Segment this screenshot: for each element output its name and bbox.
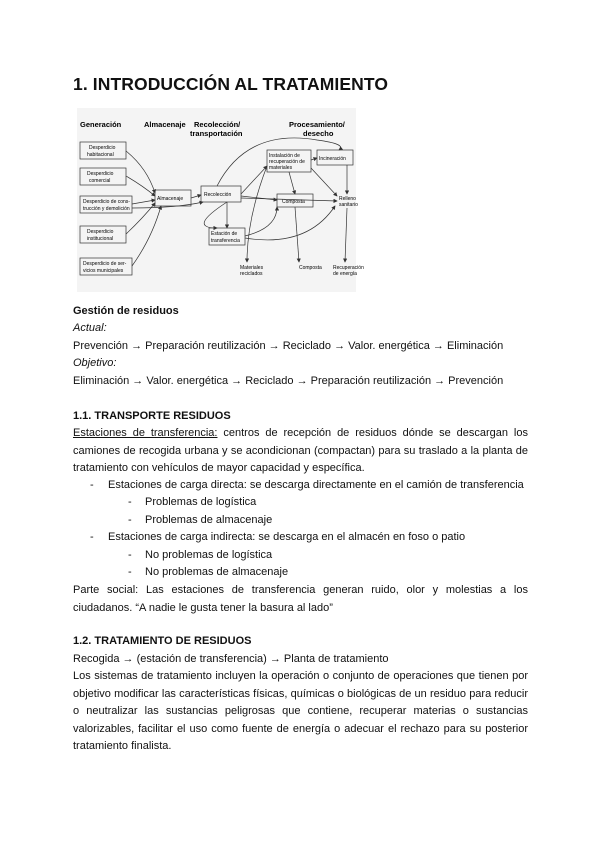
header-transportacion: transportación — [190, 129, 243, 138]
gestion-objetivo-text: Eliminación → Valor. energética → Reciclado → Preparación reutilización → Prevención — [73, 375, 504, 387]
source-construccion-l2: trucción y demolición — [83, 206, 130, 212]
out-composta: Composta — [299, 265, 322, 271]
gestion-heading: Gestión de residuos — [73, 305, 179, 317]
transporte-paragraph — [73, 425, 528, 478]
bullet-dash-2b: - — [128, 566, 132, 578]
list-item-no-problemas-logistica: No problemas de logística — [145, 549, 273, 561]
tratamiento-flow: Recogida → (estación de transferencia) → Planta de tratamiento — [73, 653, 389, 665]
node-instalacion-l2: recuperación de — [269, 159, 305, 165]
source-comercial-l1: Desperdicio — [87, 171, 114, 177]
source-habitacional-l1: Desperdicio — [89, 145, 116, 151]
source-habitacional-l2: habitacional — [87, 152, 114, 158]
header-almacenaje: Almacenaje — [144, 120, 186, 129]
list-item-no-problemas-almacenaje: No problemas de almacenaje — [145, 566, 289, 578]
list-item-carga-indirecta: Estaciones de carga indirecta: se descarga en el almacén en foso o patio — [108, 531, 466, 543]
source-institucional-l1: Desperdicio — [87, 229, 114, 235]
list-item-carga-directa: Estaciones de carga directa: se descarga directamente en el camión de transferencia — [108, 479, 524, 491]
node-instalacion-l3: materiales — [269, 165, 293, 171]
bullet-dash-1: - — [90, 479, 94, 491]
waste-flow-diagram — [77, 108, 364, 292]
node-recoleccion: Recolección — [204, 192, 232, 198]
out-materiales-l2: reciclados — [240, 271, 263, 277]
list-item-problemas-logistica: Problemas de logística — [145, 496, 257, 508]
header-recoleccion: Recolección/ — [194, 120, 241, 129]
node-composta: Composta — [282, 199, 305, 205]
source-comercial-l2: comercial — [89, 178, 111, 184]
list-item-problemas-almacenaje: Problemas de almacenaje — [145, 514, 273, 526]
bullet-dash-1a: - — [128, 496, 132, 508]
node-almacenaje: Almacenaje — [157, 196, 184, 202]
source-municipal-l1: Desperdicio de ser- — [83, 261, 127, 267]
node-estacion-l1: Estación de — [211, 231, 238, 237]
header-desecho: desecho — [303, 129, 334, 138]
transporte-heading: 1.1. TRANSPORTE RESIDUOS — [73, 410, 231, 422]
node-estacion-l2: transferencia — [211, 238, 240, 244]
node-incineracion: Incineración — [319, 156, 346, 162]
node-relleno-l1: Relleno — [339, 196, 356, 202]
header-generacion: Generación — [80, 120, 122, 129]
bullet-dash-2a: - — [128, 549, 132, 561]
node-instalacion-l1: Instalación de — [269, 153, 300, 159]
transporte-term: Estaciones de transferencia: — [73, 427, 218, 439]
out-recuperacion-l2: de energía — [333, 271, 357, 277]
transporte-social: Parte social: Las estaciones de transferencia generan ruido, olor y molestias a los ciudadanos. “A nadie le gusta tener la basura al lado” — [73, 584, 528, 614]
header-procesamiento: Procesamiento/ — [289, 120, 345, 129]
gestion-objetivo-label: Objetivo: — [73, 357, 117, 369]
out-materiales-l1: Materiales — [240, 265, 264, 271]
page-title: 1. INTRODUCCIÓN AL TRATAMIENTO — [73, 74, 389, 94]
source-institucional-l2: institucional — [87, 236, 114, 242]
tratamiento-paragraph: Los sistemas de tratamiento incluyen la operación o conjunto de operaciones que tienen por objetivo modificar las características físicas, químicas o biológicas de un residuo para reducir o neutralizar las sustancias peligrosas que contiene, recuperar materias o sustancias valorizables, facilitar el uso como fuente de energía o adecuar el rechazo para su posterior tratamiento finalista. — [73, 670, 528, 752]
source-municipal-l2: vicios municipales — [83, 268, 124, 274]
source-construccion-l1: Desperdicio de cons- — [83, 199, 130, 205]
node-relleno-l2: sanitario — [339, 202, 358, 208]
tratamiento-heading: 1.2. TRATAMIENTO DE RESIDUOS — [73, 635, 252, 647]
gestion-actual-label: Actual: — [73, 322, 107, 334]
bullet-dash-2: - — [90, 531, 94, 543]
bullet-dash-1b: - — [128, 514, 132, 526]
transporte-definition: centros de recepción de residuos dónde se descargan los camiones de recogida urbana y se acondicionan (compactan) para su traslado a la planta de tratamiento con vehículos de mayor capacidad y específica. — [73, 427, 528, 474]
out-recuperacion-l1: Recuperación — [333, 265, 364, 271]
gestion-actual-text: Prevención → Preparación reutilización → Reciclado → Valor. energética → Eliminación — [73, 340, 504, 352]
